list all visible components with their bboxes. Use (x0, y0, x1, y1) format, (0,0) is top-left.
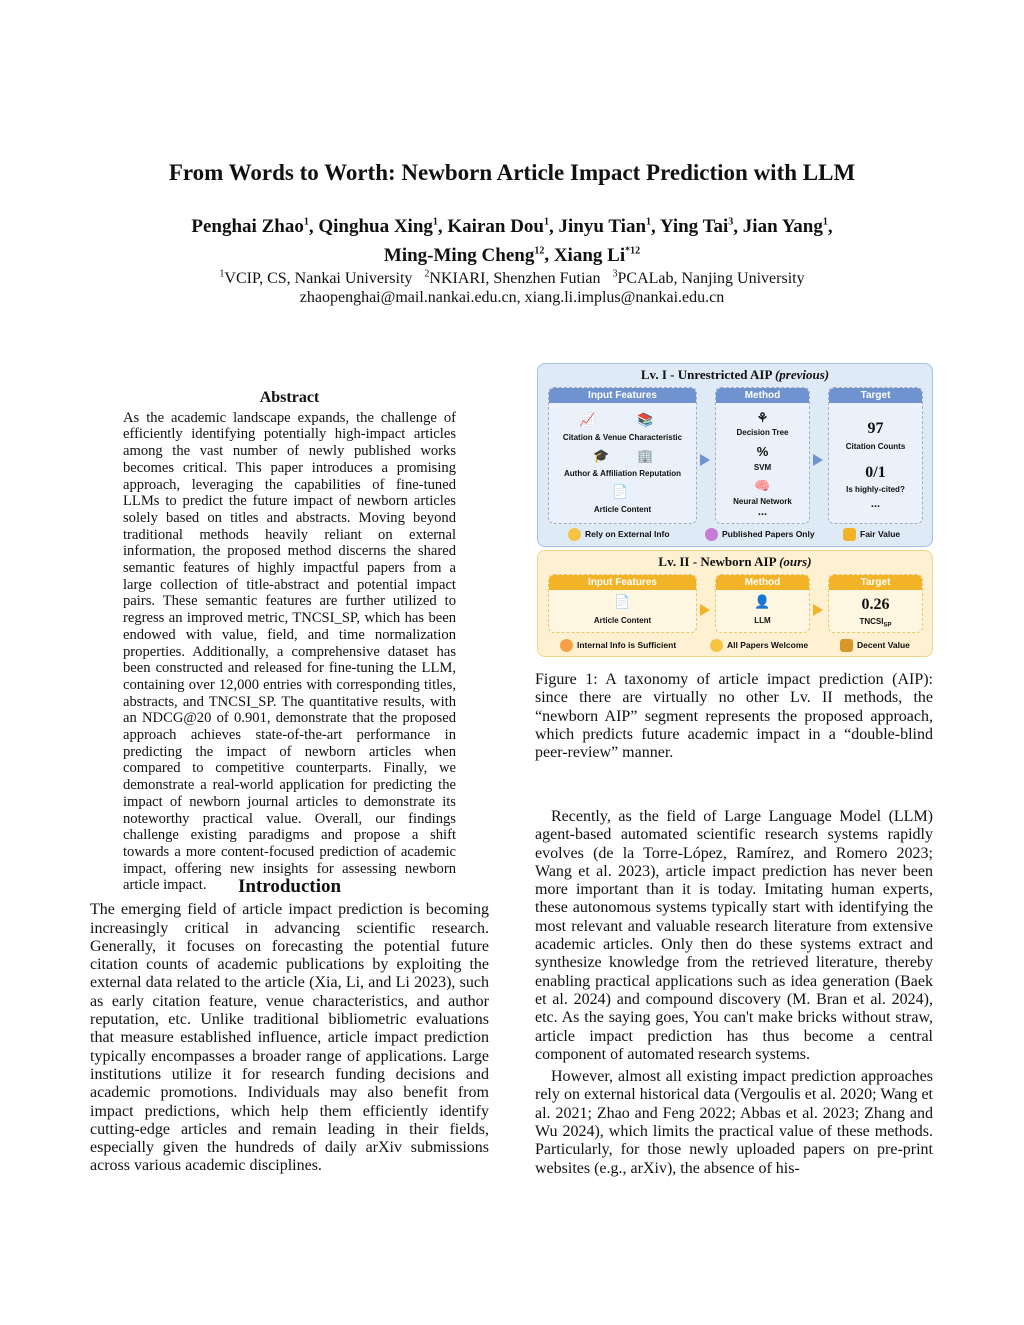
figure-lv1 (537, 363, 933, 547)
head-brain-icon: 👤 (754, 594, 771, 609)
arrow-icon (813, 604, 823, 616)
lv1-method-panel: Method ⚘ Decision Tree % SVM 🧠 Neural Network ... (715, 387, 810, 524)
building-icon: 🏢 (637, 448, 654, 463)
author: Jinyu Tian$^1$ (558, 216, 652, 238)
lv1-input-panel: Input Features 📈 📚 Citation & Venue Characteristic 🎓 🏢 Author & Affiliation Reputation 📄 Article Content (548, 387, 697, 524)
crying-face-icon (705, 528, 718, 541)
chart-icon: 📈 (579, 412, 596, 427)
lv2-foot-3: Decent Value (840, 639, 910, 652)
graduate-icon: 🎓 (593, 448, 610, 463)
affiliations (100, 265, 924, 307)
treasure-icon (840, 639, 853, 652)
abstract (123, 390, 456, 894)
intro-heading: Introduction (237, 876, 342, 897)
affiliation: $^3$PCALab, Nanjing University (612, 269, 805, 288)
author: Qinghua Xing$^1$ (318, 216, 438, 238)
intro-paragraph: The emerging field of article impact prediction is becoming increasingly critical in advancing scientific research. Generally, it focuses on forecasting the potential future citation counts of academic publications by exploiting the external data related to the article (Xia, Li, and Li 2023), such as early citation feature, venue characteristics, and author reputation, etc. Unlike traditional bibliometric evaluations that measure established influence, article impact prediction typically encompasses a broader range of applications. Large institutions utilize it for research funding decisions and academic promotions. Individuals may also benefit from impact predictions, which help them efficiently identify cutting-edge articles and remain leading in their fields, especially given the hundreds of daily arXiv submissions across various academic disciplines. (90, 901, 489, 1175)
lv1-foot-3: Fair Value (843, 528, 900, 541)
coins-icon (843, 528, 856, 541)
tree-icon: ⚘ (756, 410, 769, 425)
right-column (535, 808, 933, 1178)
lv1-target-panel: Target 97 Citation Counts 0/1 Is highly-cited? ... (828, 387, 923, 524)
abstract-heading: Abstract (259, 389, 320, 406)
arrow-icon (813, 454, 823, 466)
affiliation: $^2$NKIARI, Shenzhen Futian (424, 269, 601, 288)
document-icon: 📄 (614, 594, 631, 609)
percent-icon: % (756, 444, 769, 459)
figure-lv2 (537, 550, 933, 657)
author: Penghai Zhao$^1$ (191, 216, 309, 238)
arrow-icon (700, 454, 710, 466)
brain-icon: 🧠 (754, 478, 771, 493)
paper-title: From Words to Worth: Newborn Article Impact Prediction with LLM (168, 160, 856, 185)
lv1-title: Lv. I - Unrestricted AIP (previous) (640, 367, 830, 382)
figure-caption: Figure 1: A taxonomy of article impact prediction (AIP): since there are virtually no other Lv. II methods, the “newborn AIP” segment represents the proposed approach, which predicts future academic impact in a “double-blind peer-review” manner. (535, 671, 933, 762)
right-paragraph-1: Recently, as the field of Large Language Model (LLM) agent-based automated scientific research systems rapidly evolves (de la Torre-López, Ramírez, and Romero 2023; Wang et al. 2023), article impact prediction has never been more important than it is today. Imitating human experts, these autonomous systems typically start with identifying the most relevant and valuable research literature from extensive academic articles. Only then do these systems extract and synthesize knowledge from the retrieved literature, thereby enabling practical applications such as idea generation (Baek et al. 2024) and compound discovery (M. Bran et al. 2024), etc. As the saying goes, You can't make bricks without straw, article impact prediction has thus become a central component of automated research systems. (535, 808, 933, 1063)
introduction (90, 878, 489, 1176)
lv2-foot-2: All Papers Welcome (710, 639, 808, 652)
document-icon: 📄 (612, 484, 629, 499)
lv1-foot-2: Published Papers Only (705, 528, 815, 541)
author: Ying Tai$^3$ (659, 216, 734, 238)
lv2-foot-1: Internal Info is Sufficient (560, 639, 676, 652)
lv2-input-panel: Input Features 📄 Article Content (548, 574, 697, 633)
author: Ming-Ming Cheng$^{12}$ (383, 244, 545, 266)
author: Xiang Li$^{*12}$ (553, 244, 641, 266)
relieved-face-icon (560, 639, 573, 652)
author: Jian Yang$^1$ (742, 216, 828, 238)
emails: zhaopenghai@mail.nankai.edu.cn, xiang.li.implus@nankai.edu.cn (299, 289, 725, 307)
books-icon: 📚 (637, 412, 654, 427)
hugging-face-icon (710, 639, 723, 652)
affiliation: $^1$VCIP, CS, Nankai University (219, 269, 413, 288)
lv2-method-panel: Method 👤 LLM (715, 574, 810, 633)
author-list: Penghai Zhao$^1$, Qinghua Xing$^1$, Kairan Dou$^1$, Jinyu Tian$^1$, Ying Tai$^3$, Jian Yang$^1$, Ming-Ming Cheng$^{12}$, Xiang Li$^{*12}$ (191, 216, 833, 266)
right-paragraph-2: However, almost all existing impact prediction approaches rely on external historical data (Vergoulis et al. 2020; Wang et al. 2021; Zhao and Feng 2022; Abbas et al. 2023; Zhang and Wu 2024), which limits the practical value of these methods. Particularly, for those newly uploaded papers on pre-print websites (e.g., arXiv), the absence of his- (535, 1068, 933, 1177)
abstract-text: As the academic landscape expands, the challenge of efficiently identifying potentially high-impact articles among the vast number of newly published works becomes critical. This paper introduces a promising approach, leveraging the capabilities of fine-tuned LLMs to predict the future impact of newborn articles solely based on titles and abstracts. Moving beyond traditional methods heavily reliant on external information, the proposed method discerns the shared semantic features of highly impactful papers from a large collection of title-abstract and potential impact pairs. These semantic features are further utilized to regress an improved metric, TNCSI_SP, which has been endowed with value, field, and time normalization properties. Additionally, a comprehensive dataset has been constructed and released for fine-tuning the LLM, containing over 12,000 entries with corresponding titles, abstracts, and TNCSI_SP. The quantitative results, with an NDCG@20 of 0.901, demonstrate that the proposed approach achieves state-of-the-art performance in predicting the impact of newborn articles when compared to competitive counterparts. Finally, we demonstrate a real-world application for predicting the impact of newborn journal articles to demonstrate its noteworthy practical value. Overall, our findings challenge existing paradigms and propose a shift towards a more content-focused prediction of academic impact, offering new insights for assessing newborn article impact. (123, 409, 456, 894)
lv2-title: Lv. II - Newborn AIP (ours) (658, 554, 812, 569)
lv2-target-panel: Target 0.26 $TNCSI_{SP}$ (828, 574, 923, 633)
author: Kairan Dou$^1$ (447, 216, 550, 238)
lv1-foot-1: Rely on External Info (568, 528, 670, 541)
arrow-icon (700, 604, 710, 616)
sad-face-icon (568, 528, 581, 541)
